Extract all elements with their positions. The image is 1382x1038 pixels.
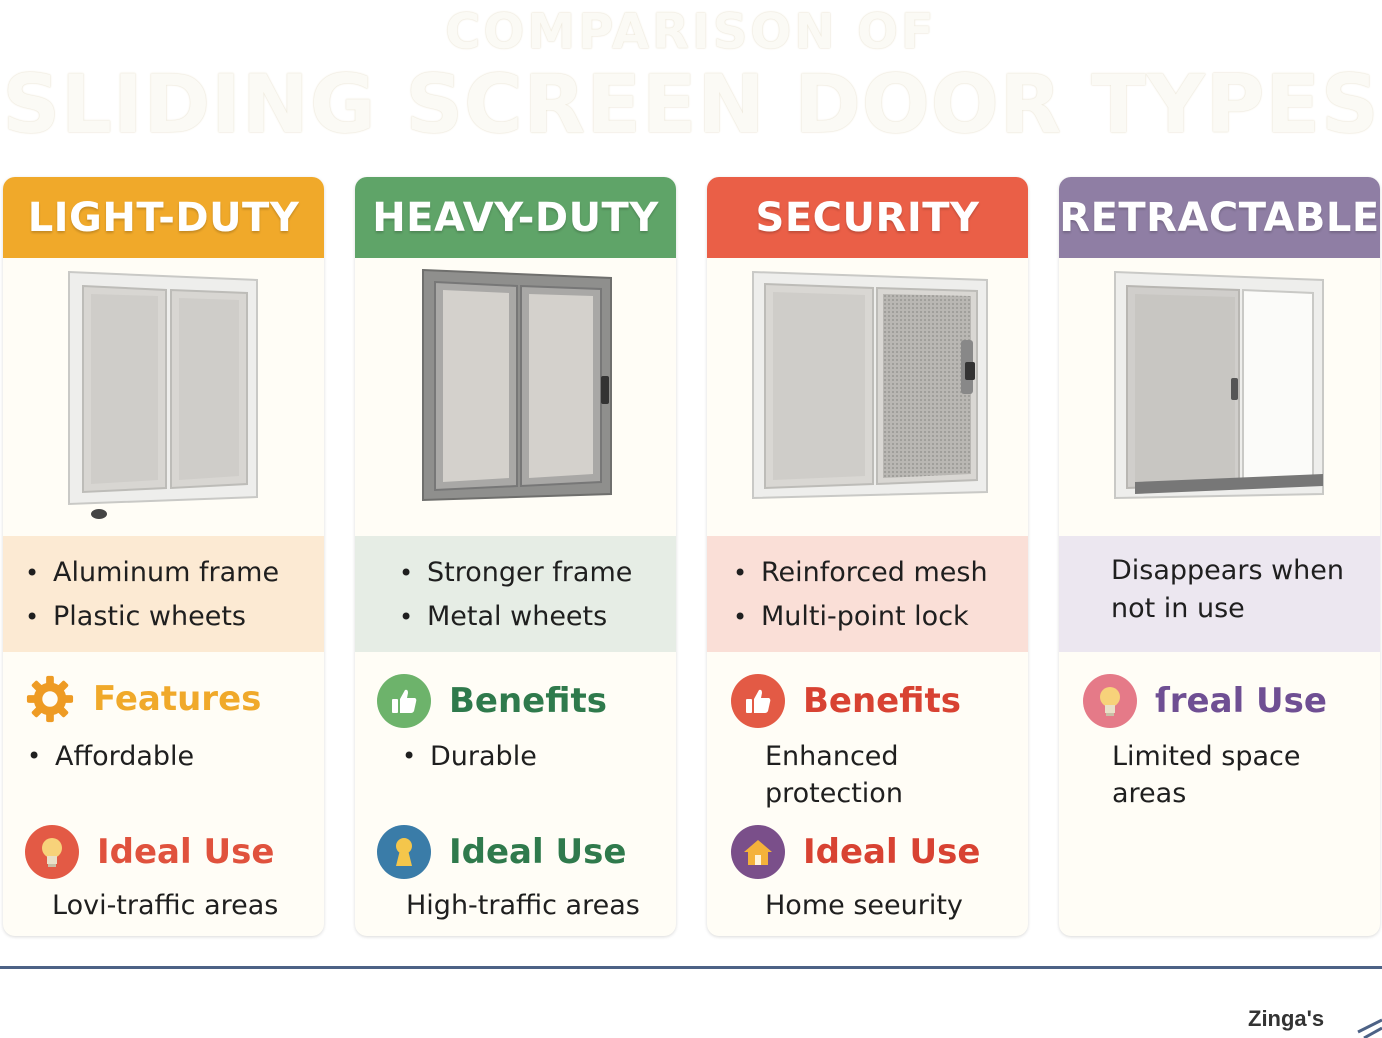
lightbulb-icon	[25, 825, 79, 879]
feature-item: • Plastic wheets	[25, 597, 279, 641]
section-benefits	[377, 674, 607, 728]
section-ideal-use	[377, 825, 626, 879]
thumbs-up-icon	[377, 674, 431, 728]
section-ideal-use	[1083, 674, 1327, 728]
section-benefits	[731, 674, 961, 728]
section-text: High-traffic areas	[406, 890, 640, 921]
section-title: Ideal Use	[97, 832, 275, 872]
brand-logo-icon	[1356, 1012, 1382, 1038]
title-line-1: COMPARISON OF	[445, 4, 937, 60]
door-illustration	[3, 258, 324, 536]
door-illustration	[707, 258, 1028, 536]
keyhole-icon	[377, 825, 431, 879]
section-text: Limited space areas	[1112, 741, 1301, 809]
section-text: Home seeurity	[765, 890, 963, 921]
section-title: ſreal Use	[1155, 681, 1327, 721]
section-features	[25, 674, 261, 724]
section-text: • Durable	[402, 738, 537, 775]
feature-band	[707, 536, 1028, 652]
card-header: HEAVY-DUTY	[355, 177, 676, 258]
section-title: Benefits	[803, 681, 961, 721]
card-header: SECURITY	[707, 177, 1028, 258]
section-title: Ideal Use	[803, 832, 981, 872]
section-ideal-use	[25, 825, 274, 879]
card-header: RETRACTABLE	[1059, 177, 1380, 258]
section-text: • Affordable	[27, 738, 194, 775]
brand-name: Zinga's	[1248, 1006, 1325, 1031]
feature-item: • Multi-point lock	[733, 597, 988, 641]
section-title: Benefits	[449, 681, 607, 721]
feature-band	[1059, 536, 1380, 652]
card-security	[707, 177, 1028, 936]
house-icon	[731, 825, 785, 879]
door-illustration	[1059, 258, 1380, 536]
card-light-duty	[3, 177, 324, 936]
section-title: Features	[93, 679, 262, 719]
feature-item: Disappears when not in use	[1111, 555, 1345, 624]
lightbulb-icon	[1083, 674, 1137, 728]
section-text: Enhanced protection	[765, 741, 903, 809]
feature-item: • Stronger frame	[399, 553, 632, 597]
door-illustration	[355, 258, 676, 536]
feature-item: • Aluminum frame	[25, 553, 279, 597]
section-title: Ideal Use	[449, 832, 627, 872]
title-line-2: SLIDING SCREEN DOOR TYPES	[2, 58, 1380, 151]
gear-icon	[25, 674, 75, 724]
footer-divider	[0, 966, 1382, 969]
card-retractable	[1059, 177, 1380, 936]
thumbs-up-icon	[731, 674, 785, 728]
feature-item: • Reinforced mesh	[733, 553, 988, 597]
section-text: Lovi-traffic areas	[52, 890, 279, 921]
page-title	[0, 0, 1382, 150]
section-ideal-use	[731, 825, 980, 879]
card-header: LIGHT-DUTY	[3, 177, 324, 258]
feature-band	[355, 536, 676, 652]
card-heavy-duty	[355, 177, 676, 936]
feature-item: • Metal wheets	[399, 597, 632, 641]
feature-band	[3, 536, 324, 652]
